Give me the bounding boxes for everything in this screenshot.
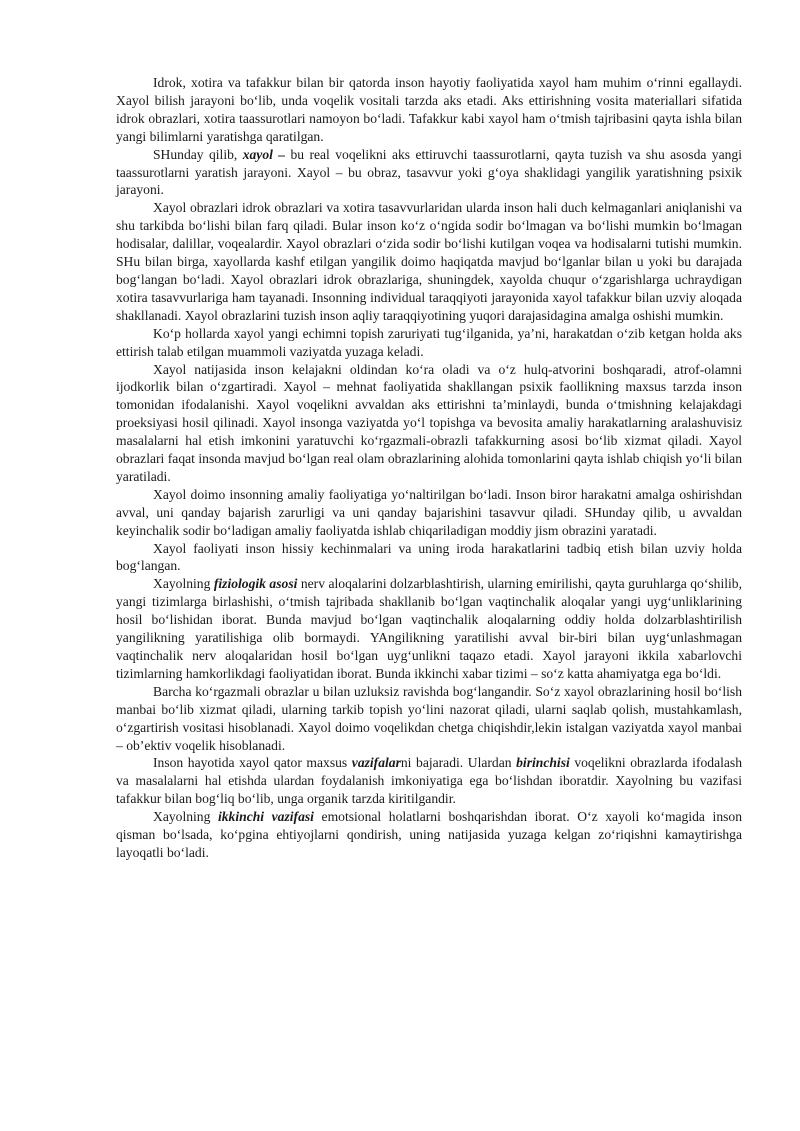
paragraph-text: Xayol obrazlari idrok obrazlari va xotira tasavvurlaridan ularda inson hali duch kelmaganlari aniqlanishi va shu tarkibda boʻlishi bilan farq qiladi. Bular inson koʻz oʻngida sodir boʻlmagan va boʻlishi mumkin boʻlmagan hodisalar, dalillar, voqealardir. Xayol obrazlari oʻzida sodir boʻlishi kutilgan voqea va hodisalarni tutishi mumkin. SHu bilan birga, xayollarda kashf etilgan yangilik doimo haqiqatda mavjud boʻlganlar bilan u yoki bu darajada bogʻlangan boʻladi. Xayol obrazlari idrok obrazlariga, shuningdek, xayolda chuqur oʻzgarishlarga uchraydigan xotira tasavvurlariga ham tayanadi. Insonning individual taraqqiyoti jarayonida xayol tafakkur bilan uzviy aloqada shakllanadi. Xayol obrazlarini tuzish inson aqliy taraqqiyotining yuqori darajasidagina amalga oshishi mumkin. [116,200,742,323]
paragraph-text: voqelikni obrazlarda ifodalash va masalalarni hal etishda ulardan foydalanish imkoniyatiga ega boʻlishdan iboratdir. Xayolning bu vazifasi tafakkur bilan bogʻliq boʻlib, unga organik tarzda kiritilgandir. [116,755,743,807]
term-emphasis: fiziologik asosi [213,576,298,592]
term-emphasis: birinchisi [516,755,570,771]
paragraph-2 [116,146,742,200]
paragraph-text: Xayolning [153,576,214,592]
paragraph-5 [116,361,742,486]
paragraph-text: Xayol faoliyati inson hissiy kechinmalari va uning iroda harakatlarini tadbiq etish bilan uzviy holda bogʻlangan. [116,540,742,574]
paragraph-6 [116,486,742,540]
paragraph-text: Inson hayotida xayol qator maxsus [153,755,352,771]
paragraph-text: Koʻp hollarda xayol yangi echimni topish zaruriyati tugʻilganida, yaʼni, harakatdan oʻzib ketgan holda aks ettirish talab etilgan muammoli vaziyatda yuzaga keladi. [116,325,742,359]
paragraph-3 [116,199,742,324]
paragraph-text: Barcha koʻrgazmali obrazlar u bilan uzluksiz ravishda bogʻlangandir. Soʻz xayol obrazlarining hosil boʻlish manbai boʻlib xizmat qiladi, ularning tarkib topish yoʻlini nazorat qiladi, ularni saqlab qolish, mustahkamlash, oʻzgartirish vositasi hisoblanadi. Xayol doimo voqelikdan chetga chiqishdir,lekin istalgan vaziyatda xayol manbai – obʼektiv voqelik hisoblanadi. [116,683,742,753]
paragraph-text: SHunday qilib, [153,146,243,162]
paragraph-text: Idrok, xotira va tafakkur bilan bir qatorda inson hayotiy faoliyatida xayol ham muhim oʻrinni egallaydi. Xayol bilish jarayoni boʻlib, unda voqelik vositali tarzda aks etadi. Aks ettirishning vosita materiallari sifatida idrok obrazlari, xotira taassurotlari namoyon boʻladi. Tafakkur kabi xayol ham oʻtmish tajribasini qayta ishla bilan yangi bilimlarni yaratishga qaratilgan. [116,75,742,144]
paragraph-4 [116,325,742,361]
document-page [116,74,742,862]
paragraph-text: Xayolning [153,809,218,825]
term-emphasis: ikkinchi vazifasi [217,809,314,825]
paragraph-text: Xayol doimo insonning amaliy faoliyatiga yoʻnaltirilgan boʻladi. Inson biror harakatni amalga oshirishdan avval, uni qanday bajarish zarurligi va uni qanday bajarishini tasavvur qiladi. SHunday qilib, u avvaldan keyinchalik sodir boʻladigan amaliy faoliyatda ishlab chiqariladigan moddiy jism obrazini yaratadi. [116,486,742,538]
paragraph-10 [116,754,742,808]
paragraph-1 [116,74,742,146]
paragraph-text: bu real voqelikni aks ettiruvchi taassurotlarni, qayta tuzish va shu asosda yangi taassurotlarni yaratish jarayoni. Xayol – bu obraz, tasavvur yoki gʻoya shaklidagi yangilik yaratishning psixik jarayoni. [116,146,742,198]
paragraph-11 [116,808,742,862]
paragraph-text: ni bajaradi. Ulardan [400,755,517,771]
paragraph-9 [116,683,742,755]
paragraph-text: nerv aloqalarini dolzarblashtirish, ularning emirilishi, qayta guruhlarga qoʻshilib, yangi tizimlarga birlashishi, oʻtmish tajribada shakllanib boʻlgan vaqtinchalik aloqalar yangi uygʻunliklarining hosil boʻlishidan iborat. Bunda mavjud boʻlgan vaqtinchalik aloqalarning oddiy holda dolzarblashtirilish yangilikning yaratilishiga olib bormaydi. YAngilikning yaratilishi avval bir-biri bilan uygʻunlashmagan vaqtinchalik nerv aloqalaridan hosil boʻlgan uygʻunlikni taqazo etadi. Xayol jarayoni ikkila xabarlovchi tizimlarning hamkorlikdagi faoliyatidan iborat. Bunda ikkinchi xabar tizimi – soʻz katta ahamiyatga ega boʻldi. [116,576,742,681]
term-emphasis: vazifalar [351,755,401,771]
paragraph-text: Xayol natijasida inson kelajakni oldindan koʻra oladi va oʻz hulq-atvorini boshqaradi, atrof-olamni ijodkorlik bilan oʻzgartiradi. Xayol – mehnat faoliyatida shakllangan psixik faollikning maxsus tarzda inson tomonidan ifodalanishi. Xayol voqelikni avvaldan aks ettirishni taʼminlaydi, bunda oʻtmishning kelajakdagi proeksiyasi hosil qilinadi. Xayol insonga vaziyatda yoʻl topishga va bevosita amaliy harakatlarning aralashuvisiz masalalarni hal etish imkonini yaratuvchi koʻrgazmali-obrazli tafakkurning asosi boʻlib xizmat qiladi. Xayol obrazlari faqat insonda mavjud boʻlgan real olam obrazlarining alohida tomonlarini qayta ishlab chiqish yoʻli bilan yaratiladi. [116,361,742,484]
term-emphasis: xayol – [242,146,286,162]
paragraph-text: emotsional holatlarni boshqarishdan iborat. Oʻz xayoli koʻmagida inson qisman boʻlsada, koʻpgina ehtiyojlarni qondirish, uning natijasida yuzaga kelgan zoʻriqishni kamaytirishga layoqatli boʻladi. [116,809,743,860]
paragraph-7 [116,540,742,576]
paragraph-8 [116,575,742,682]
